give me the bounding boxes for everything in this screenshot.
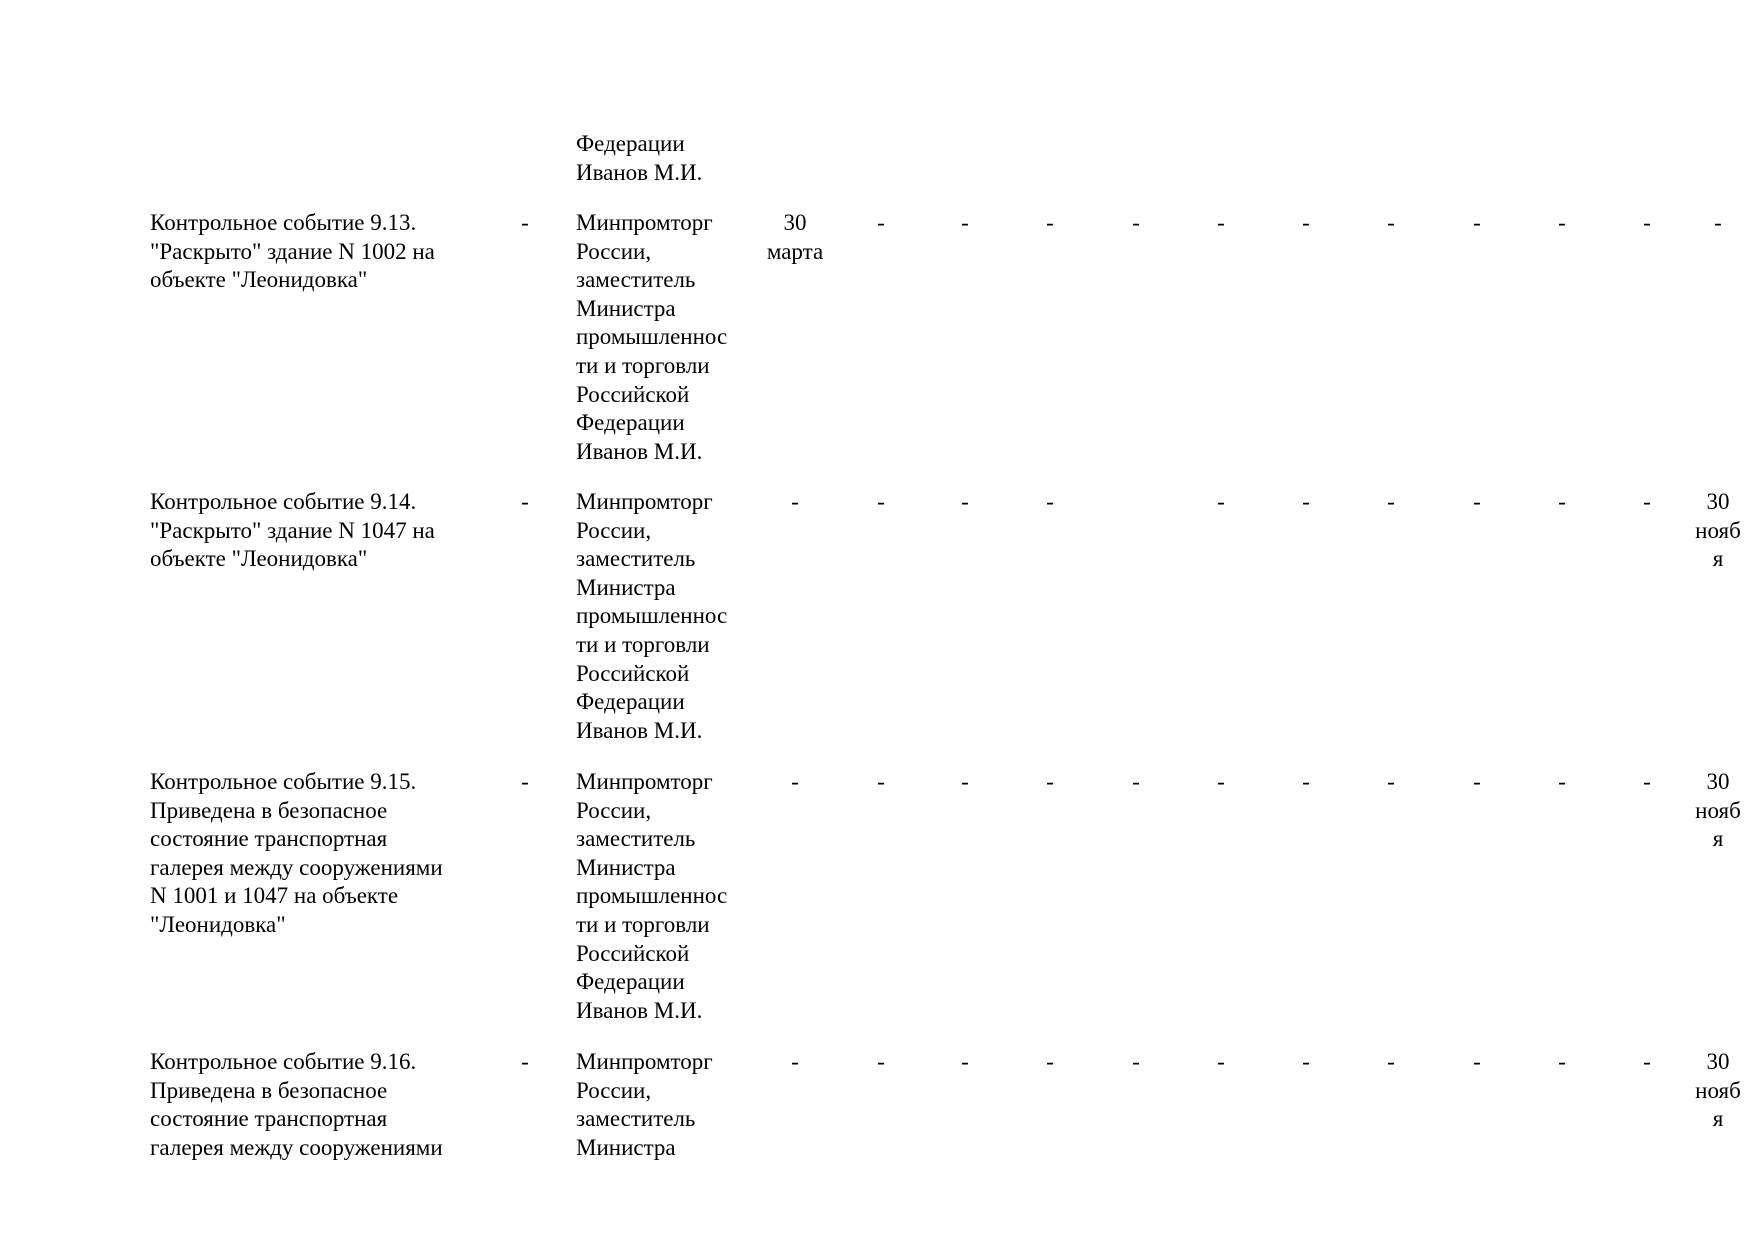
event-9-13-date-10: - (1558, 210, 1566, 235)
event-9-16-date-2: - (877, 1049, 885, 1074)
event-9-15-date-9: - (1473, 769, 1481, 794)
event-9-15-col2: - (521, 769, 529, 794)
event-9-16-date-11: - (1643, 1049, 1651, 1074)
event-9-13-description: Контрольное событие 9.13. "Раскрыто" здание N 1002 на объекте "Леонидовка" (150, 210, 435, 293)
event-9-13-date-6: - (1217, 210, 1225, 235)
event-9-15-date-11: - (1643, 769, 1651, 794)
event-9-15-date-5: - (1132, 769, 1140, 794)
event-9-16-col2: - (521, 1049, 529, 1074)
event-9-16-description: Контрольное событие 9.16. Приведена в безопасное состояние транспортная галерея между сооружениями (150, 1049, 443, 1160)
event-9-14-date-12: 30 нояб я (1695, 489, 1741, 572)
event-9-13-date-12: - (1714, 210, 1722, 235)
event-9-13-date-11: - (1643, 210, 1651, 235)
event-9-14-date-3: - (961, 489, 969, 514)
event-9-15-date-12: 30 нояб я (1695, 769, 1741, 852)
event-9-16-date-10: - (1558, 1049, 1566, 1074)
event-9-13-col2: - (521, 210, 529, 235)
event-9-13-responsible: Минпромторг России, заместитель Министра промышленнос ти и торговли Российской Федерации Иванов М.И. (576, 210, 728, 464)
event-9-16-responsible: Минпромторг России, заместитель Министра (576, 1049, 713, 1160)
event-9-15-date-8: - (1387, 769, 1395, 794)
event-9-15-date-3: - (961, 769, 969, 794)
event-9-16-date-7: - (1302, 1049, 1310, 1074)
event-9-15-responsible: Минпромторг России, заместитель Министра промышленнос ти и торговли Российской Федерации Иванов М.И. (576, 769, 728, 1023)
event-9-15-date-10: - (1558, 769, 1566, 794)
event-9-14-date-4: - (1046, 489, 1054, 514)
event-9-14-date-1: - (791, 489, 799, 514)
event-9-14-date-10: - (1558, 489, 1566, 514)
event-9-13-date-9: - (1473, 210, 1481, 235)
responsible-continuation-line-2: Иванов М.И. (576, 160, 703, 185)
event-9-16-date-12: 30 нояб я (1695, 1049, 1741, 1132)
event-9-14-date-2: - (877, 489, 885, 514)
event-9-16-date-3: - (961, 1049, 969, 1074)
event-9-13-date-4: - (1046, 210, 1054, 235)
event-9-13-date-8: - (1387, 210, 1395, 235)
event-9-16-date-9: - (1473, 1049, 1481, 1074)
event-9-15-date-7: - (1302, 769, 1310, 794)
event-9-15-date-2: - (877, 769, 885, 794)
event-9-14-responsible: Минпромторг России, заместитель Министра промышленнос ти и торговли Российской Федерации Иванов М.И. (576, 489, 728, 743)
event-9-15-description: Контрольное событие 9.15. Приведена в безопасное состояние транспортная галерея между сооружениями N 1001 и 1047 на объекте "Леонидовка" (150, 769, 443, 937)
event-9-16-date-5: - (1132, 1049, 1140, 1074)
event-9-13-date-5: - (1132, 210, 1140, 235)
event-9-13-date-1: 30 марта (766, 210, 824, 264)
event-9-14-description: Контрольное событие 9.14. "Раскрыто" здание N 1047 на объекте "Леонидовка" (150, 489, 435, 572)
event-9-16-date-1: - (791, 1049, 799, 1074)
event-9-14-col2: - (521, 489, 529, 514)
event-9-15-date-6: - (1217, 769, 1225, 794)
event-9-16-date-4: - (1046, 1049, 1054, 1074)
event-9-14-date-8: - (1387, 489, 1395, 514)
event-9-13-date-3: - (961, 210, 969, 235)
event-9-14-date-7: - (1302, 489, 1310, 514)
event-9-13-date-7: - (1302, 210, 1310, 235)
event-9-15-date-4: - (1046, 769, 1054, 794)
responsible-continuation-line-1: Федерации (576, 131, 685, 156)
event-9-14-date-11: - (1643, 489, 1651, 514)
event-9-14-date-6: - (1217, 489, 1225, 514)
event-9-14-date-9: - (1473, 489, 1481, 514)
event-9-16-date-6: - (1217, 1049, 1225, 1074)
event-9-15-date-1: - (791, 769, 799, 794)
event-9-13-date-2: - (877, 210, 885, 235)
event-9-16-date-8: - (1387, 1049, 1395, 1074)
